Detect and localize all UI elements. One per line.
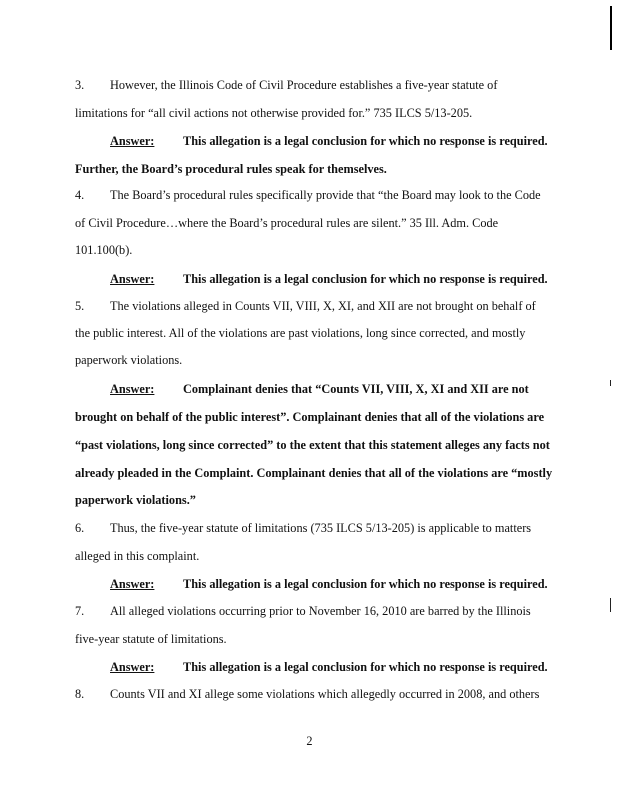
paragraph-text: 101.100(b). [75,243,133,257]
paragraph-number: 3. [75,78,85,92]
answer-text: already pleaded in the Complaint. Complainant denies that all of the violations are “mostly [75,466,553,480]
paragraph-number: 5. [75,299,85,313]
answer-label: Answer: [110,272,155,286]
paragraph-number: 6. [75,521,85,535]
scan-margin-mark [610,380,611,386]
answer-label: Answer: [110,382,155,396]
page-number: 2 [306,734,313,748]
answer-label: Answer: [110,660,155,674]
paragraph-text: of Civil Procedure…where the Board’s procedural rules are silent.” 35 Ill. Adm. Code [75,216,499,230]
paragraph-text: paperwork violations. [75,353,183,367]
answer-text: This allegation is a legal conclusion for which no response is required. [183,134,548,148]
paragraph-number: 4. [75,188,85,202]
paragraph-text: the public interest. All of the violations are past violations, long since corrected, and mostly [75,326,526,340]
paragraph-number: 7. [75,604,85,618]
paragraph-text: The Board’s procedural rules specifically provide that “the Board may look to the Code [110,188,541,202]
answer-text: This allegation is a legal conclusion for which no response is required. [183,272,548,286]
answer-text: paperwork violations.” [75,493,196,507]
scan-margin-mark [610,598,611,612]
paragraph-text: All alleged violations occurring prior to November 16, 2010 are barred by the Illinois [110,604,531,618]
paragraph-text: Thus, the five-year statute of limitations (735 ILCS 5/13-205) is applicable to matters [110,521,532,535]
paragraph-text: alleged in this complaint. [75,549,200,563]
scan-margin-rule [610,6,612,50]
paragraph-text: The violations alleged in Counts VII, VIII, X, XI, and XII are not brought on behalf of [110,299,536,313]
paragraph-text: However, the Illinois Code of Civil Procedure establishes a five-year statute of [110,78,498,92]
paragraph-text: five-year statute of limitations. [75,632,227,646]
paragraph-text: limitations for “all civil actions not otherwise provided for.” 735 ILCS 5/13-205. [75,106,473,120]
answer-text: “past violations, long since corrected” to the extent that this statement alleges any facts not [75,438,550,452]
answer-text: This allegation is a legal conclusion for which no response is required. [183,660,548,674]
answer-label: Answer: [110,134,155,148]
answer-text: brought on behalf of the public interest”. Complainant denies that all of the violations are [75,410,545,424]
answer-text: Complainant denies that “Counts VII, VIII, X, XI and XII are not [183,382,529,396]
paragraph-text: Counts VII and XI allege some violations which allegedly occurred in 2008, and others [110,687,540,701]
answer-text: This allegation is a legal conclusion for which no response is required. [183,577,548,591]
answer-text: Further, the Board’s procedural rules speak for themselves. [75,162,387,176]
answer-label: Answer: [110,577,155,591]
paragraph-number: 8. [75,687,85,701]
